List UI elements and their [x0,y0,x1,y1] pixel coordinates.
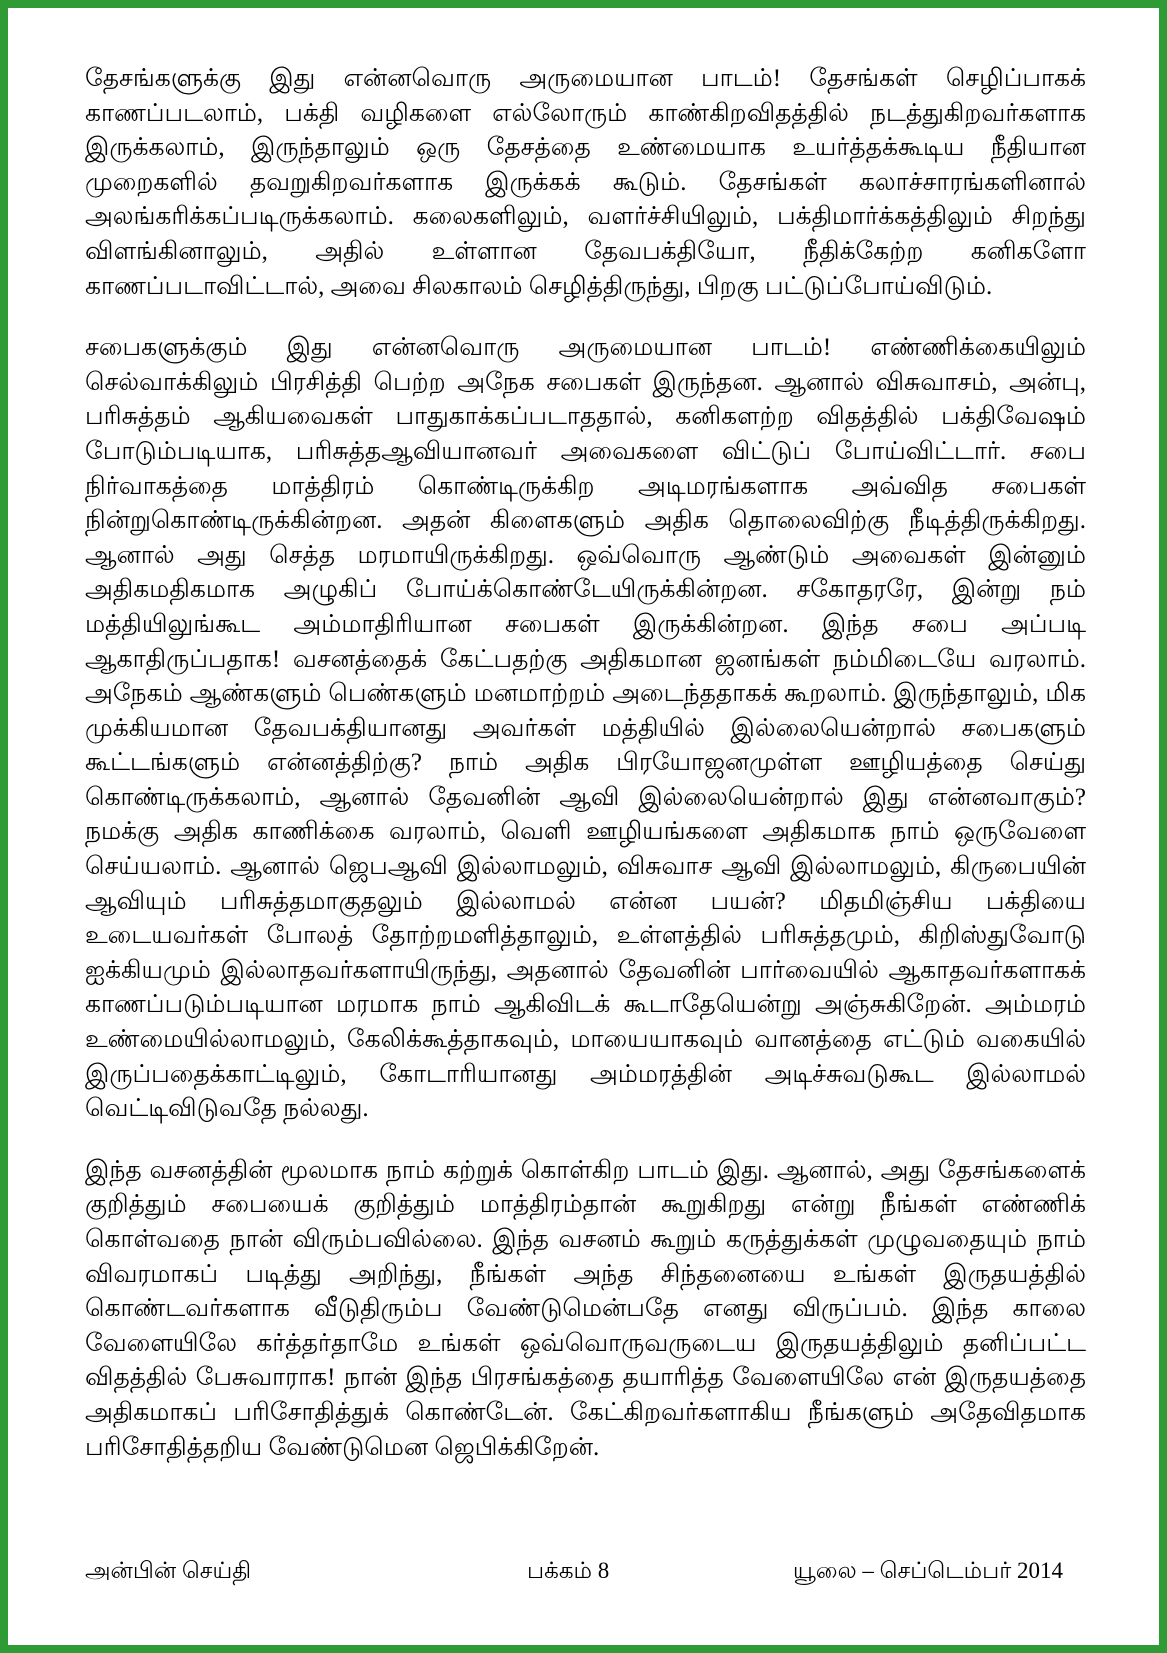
article-body [85,62,1086,1492]
paragraph-lesson: இந்த வசனத்தின் மூலமாக நாம் கற்றுக் கொள்கிற பாடம் இது. ஆனால், அது தேசங்களைக் குறித்தும் சபையைக் குறித்தும் மாத்திரம்தான் கூறுகிறது என்று நீங்கள் எண்ணிக் கொள்வதை நான் விரும்பவில்லை. இந்த வசனம் கூறும் கருத்துக்கள் முழுவதையும் நாம் விவரமாகப் படித்து அறிந்து, நீங்கள் அந்த சிந்தனையை உங்கள் இருதயத்தில் கொண்டவர்களாக வீடுதிரும்ப வேண்டுமென்பதே எனது விருப்பம். இந்த காலை வேளையிலே கர்த்தர்தாமே உங்கள் ஒவ்வொருவருடைய இருதயத்திலும் தனிப்பட்ட விதத்தில் பேசுவாராக! நான் இந்த பிரசங்கத்தை தயாரித்த வேளையிலே என் இருதயத்தை அதிகமாகப் பரிசோதித்துக் கொண்டேன். கேட்கிறவர்களாகிய நீங்களும் அதேவிதமாக பரிசோதித்தறிய வேண்டுமென ஜெபிக்கிறேன். [85,1156,1087,1461]
paragraph-nations: தேசங்களுக்கு இது என்னவொரு அருமையான பாடம்! தேசங்கள் செழிப்பாகக் காணப்படலாம், பக்தி வழிகளை எல்லோரும் காண்கிறவிதத்தில் நடத்துகிறவர்களாக இருக்கலாம், இருந்தாலும் ஒரு தேசத்தை உண்மையாக உயர்த்தக்கூடிய நீதியான முறைகளில் தவறுகிறவர்களாக இருக்கக் கூடும். தேசங்கள் கலாச்சாரங்களினால் அலங்கரிக்கப்படிருக்கலாம். கலைகளிலும், வளர்ச்சியிலும், பக்திமார்க்கத்திலும் சிறந்து விளங்கினாலும், அதில் உள்ளான தேவபக்தியோ, நீதிக்கேற்ற கனிகளோ காணப்படாவிட்டால், அவை சிலகாலம் செழித்திருந்து, பிறகு பட்டுப்போய்விடும். [85,65,1086,300]
footer-page-number: பக்கம் 8 [527,1558,610,1583]
footer-issue-date: யூலை – செப்டெம்பர் 2014 [793,1558,1064,1583]
footer-publication-title: அன்பின் செய்தி [85,1558,252,1583]
page-footer [8,1556,1159,1590]
paragraph-churches: சபைகளுக்கும் இது என்னவொரு அருமையான பாடம்! எண்ணிக்கையிலும் செல்வாக்கிலும் பிரசித்தி பெற்ற அநேக சபைகள் இருந்தன. ஆனால் விசுவாசம், அன்பு, பரிசுத்தம் ஆகியவைகள் பாதுகாக்கப்படாததால், கனிகளற்ற விதத்தில் பக்திவேஷம் போடும்படியாக, பரிசுத்தஆவியானவர் அவைகளை விட்டுப் போய்விட்டார். சபை நிர்வாகத்தை மாத்திரம் கொண்டிருக்கிற அடிமரங்களாக அவ்வித சபைகள் நின்றுகொண்டிருக்கின்றன. அதன் கிளைகளும் அதிக தொலைவிற்கு நீடித்திருக்கிறது. ஆனால் அது செத்த மரமாயிருக்கிறது. ஒவ்வொரு ஆண்டும் அவைகள் இன்னும் அதிகமதிகமாக அழுகிப் போய்க்கொண்டேயிருக்கின்றன. சகோதரரே, இன்று நம் மத்தியிலுங்கூட அம்மாதிரியான சபைகள் இருக்கின்றன. இந்த சபை அப்படி ஆகாதிருப்பதாக! வசனத்தைக் கேட்பதற்கு அதிகமான ஜனங்கள் நம்மிடையே வரலாம். அநேகம் ஆண்களும் பெண்களும் மனமாற்றம் அடைந்ததாகக் கூறலாம். இருந்தாலும், மிக முக்கியமான தேவபக்தியானது அவர்கள் மத்தியில் இல்லையென்றால் சபைகளும் கூட்டங்களும் என்னத்திற்கு? நாம் அதிக பிரயோஜனமுள்ள ஊழியத்தை செய்து கொண்டிருக்கலாம், ஆனால் தேவனின் ஆவி இல்லையென்றால் இது என்னவாகும்? நமக்கு அதிக காணிக்கை வரலாம், வெளி ஊழியங்களை அதிகமாக நாம் ஒருவேளை செய்யலாம். ஆனால் ஜெபஆவி இல்லாமலும், விசுவாச ஆவி இல்லாமலும், கிருபையின் ஆவியும் பரிசுத்தமாகுதலும் இல்லாமல் என்ன பயன்? மிதமிஞ்சிய பக்தியை உடையவர்கள் போலத் தோற்றமளித்தாலும், உள்ளத்தில் பரிசுத்தமும், கிறிஸ்துவோடு ஐக்கியமும் இல்லாதவர்களாயிருந்து, அதனால் தேவனின் பார்வையில் ஆகாதவர்களாகக் காணப்படும்படியான மரமாக நாம் ஆகிவிடக் கூடாதேயென்று அஞ்சுகிறேன். அம்மரம் உண்மையில்லாமலும், கேலிக்கூத்தாகவும், மாயையாகவும் வானத்தை எட்டும் வகையில் இருப்பதைக்காட்டிலும், கோடாரியானது அம்மரத்தின் அடிச்சுவடுகூட இல்லாமல் வெட்டிவிடுவதே நல்லது. [85,334,1086,1123]
